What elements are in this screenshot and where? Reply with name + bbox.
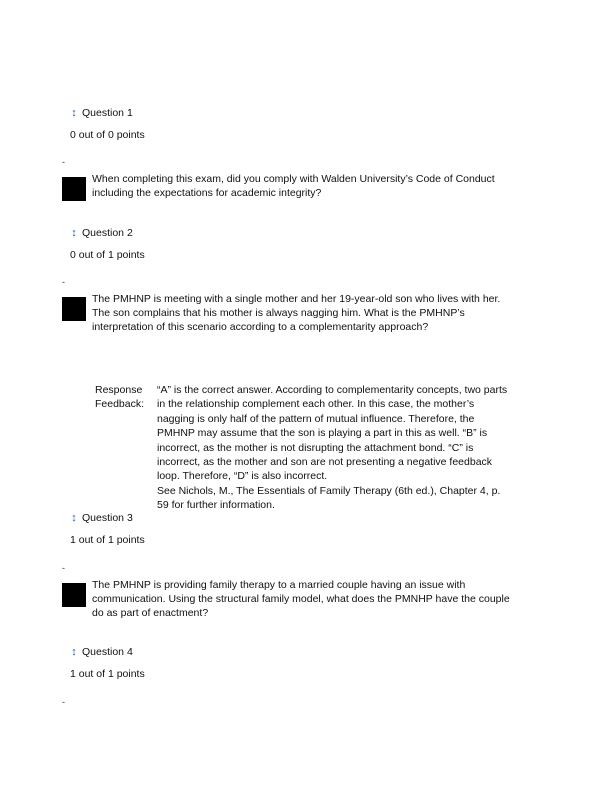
question-2-text: The PMHNP is meeting with a single mother and her 19-year-old son who lives with her. The son complains that his mother is always nagging him. What is the PMHNP’s interpretation of this scenario according to a complementarity approach? <box>92 293 501 333</box>
question-3-header[interactable] <box>70 512 133 524</box>
question-1-header[interactable] <box>70 107 133 119</box>
question-4-header[interactable] <box>70 646 133 658</box>
up-down-arrow-icon[interactable]: ↕ <box>71 227 77 239</box>
question-title: Question 2 <box>82 227 133 239</box>
separator-dash: - <box>62 563 65 573</box>
separator-dash: - <box>62 157 65 167</box>
question-3-text: The PMHNP is providing family therapy to a married couple having an issue with communication. Using the structural family model, what does the PMNHP have the couple do as part of enactment? <box>92 579 510 619</box>
question-title: Question 1 <box>82 107 133 119</box>
up-down-arrow-icon[interactable]: ↕ <box>71 512 77 524</box>
question-2-points: 0 out of 1 points <box>70 249 145 261</box>
response-feedback-label: Response Feedback: <box>95 384 145 411</box>
question-marker-square <box>62 297 86 321</box>
response-feedback-source: See Nichols, M., The Essentials of Family Therapy (6th ed.), Chapter 4, p. 59 for further information. <box>157 484 501 512</box>
up-down-arrow-icon[interactable]: ↕ <box>71 646 77 658</box>
separator-dash: - <box>62 697 65 707</box>
response-feedback-text: “A” is the correct answer. According to complementarity concepts, two parts in the relationship complement each other. In this case, the mother’s nagging is only half of the pattern of mutual influence. Therefore, the PMHNP may assume that the son is playing a part in this as well. “B” is incorrect, as the mother is not disrupting the attachment bond. “C” is incorrect, as the mother and son are not presenting a negative feedback loop. Therefore, “D” is also incorrect. <box>157 384 508 483</box>
question-4-points: 1 out of 1 points <box>70 668 145 680</box>
separator-dash: - <box>62 277 65 287</box>
question-title: Question 3 <box>82 512 133 524</box>
response-feedback-body <box>157 383 513 513</box>
question-marker-square <box>62 177 86 201</box>
question-1-text: When completing this exam, did you comply with Walden University’s Code of Conduct including the expectations for academic integrity? <box>92 173 495 199</box>
question-marker-square <box>62 583 86 607</box>
question-2-header[interactable] <box>70 227 133 239</box>
question-1-points: 0 out of 0 points <box>70 129 145 141</box>
up-down-arrow-icon[interactable]: ↕ <box>71 107 77 119</box>
question-3-points: 1 out of 1 points <box>70 534 145 546</box>
question-title: Question 4 <box>82 646 133 658</box>
